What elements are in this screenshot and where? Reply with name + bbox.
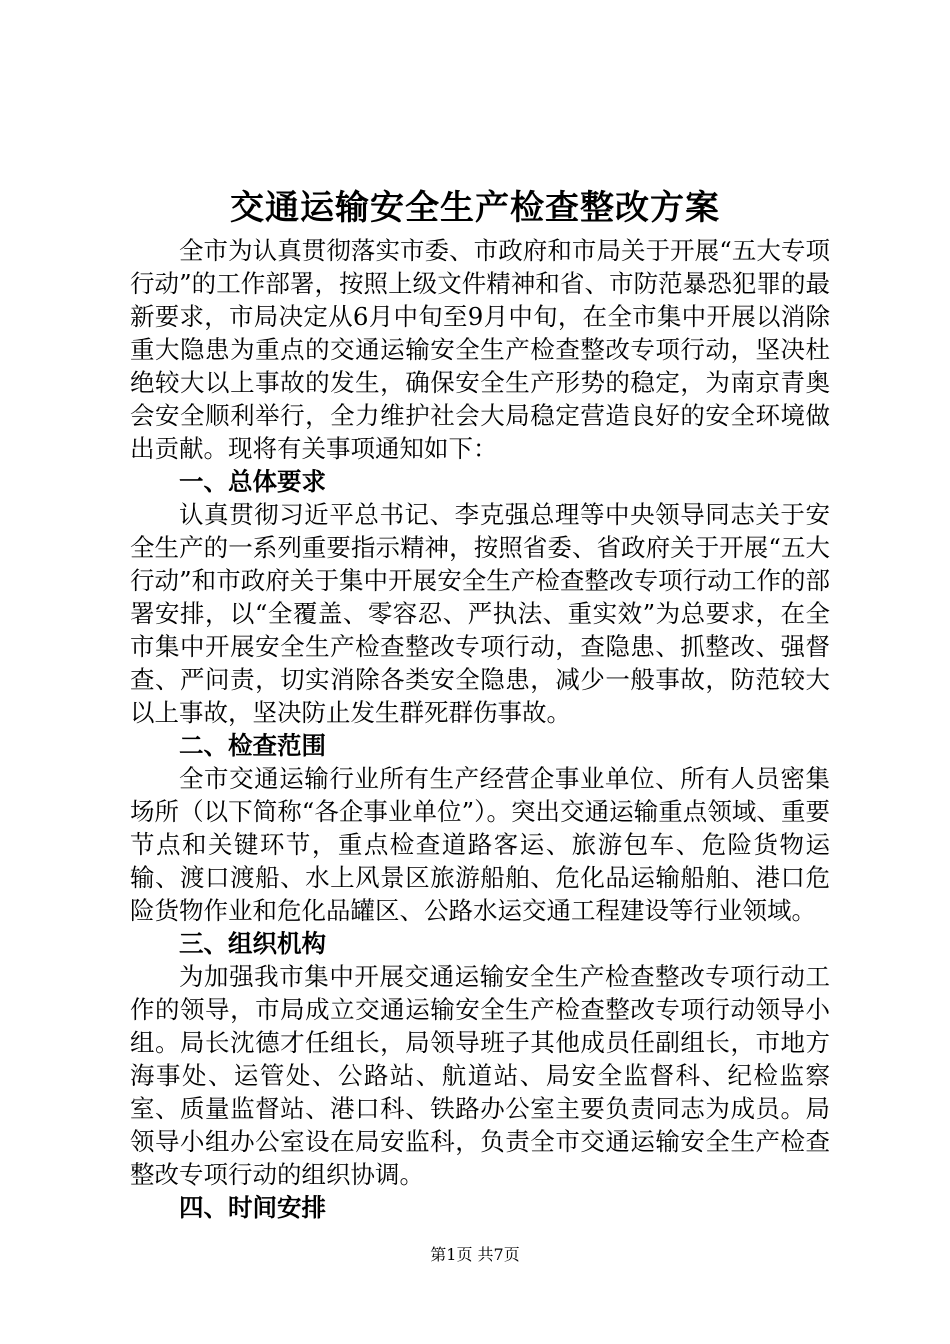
page-footer: 第1页 共7页 xyxy=(430,1245,520,1264)
section-heading-general-requirements: 一、总体要求 xyxy=(179,467,326,496)
section-paragraph-general-requirements: 认真贯彻习近平总书记、李克强总理等中央领导同志关于安全生产的一系列重要指示精神，按照省委、省政府关于开展“五大行动”和市政府关于集中开展安全生产检查整改专项行动工作的部署安排，以“全覆盖、零容忍、严执法、重实效”为总要求，在全市集中开展安全生产检查整改专项行动，查隐患、抓整改、强督查、严问责，切实消除各类安全隐患，减少一般事故，防范较大以上事故，坚决防止发生群死群伤事故。 xyxy=(130,500,830,727)
document-title: 交通运输安全生产检查整改方案 xyxy=(230,188,720,228)
section-heading-organization: 三、组织机构 xyxy=(179,929,326,958)
section-paragraph-inspection-scope: 全市交通运输行业所有生产经营企事业单位、所有人员密集场所（以下简称“各企事业单位”）。突出交通运输重点领域、重要节点和关键环节，重点检查道路客运、旅游包车、危险货物运输、渡口渡船、水上风景区旅游船舶、危化品运输船舶、港口危险货物作业和危化品罐区、公路水运交通工程建设等行业领域。 xyxy=(130,764,830,925)
document-body xyxy=(130,234,830,1224)
section-heading-schedule: 四、时间安排 xyxy=(179,1193,326,1222)
section-heading-inspection-scope: 二、检查范围 xyxy=(179,731,326,760)
intro-paragraph: 全市为认真贯彻落实市委、市政府和市局关于开展“五大专项行动”的工作部署，按照上级文件精神和省、市防范暴恐犯罪的最新要求，市局决定从6月中旬至9月中旬，在全市集中开展以消除重大隐患为重点的交通运输安全生产检查整改专项行动，坚决杜绝较大以上事故的发生，确保安全生产形势的稳定，为南京青奥会安全顺利举行，全力维护社会大局稳定营造良好的安全环境做出贡献。现将有关事项通知如下： xyxy=(130,236,830,463)
section-paragraph-organization: 为加强我市集中开展交通运输安全生产检查整改专项行动工作的领导，市局成立交通运输安全生产检查整改专项行动领导小组。局长沈德才任组长，局领导班子其他成员任副组长，市地方海事处、运管处、公路站、航道站、局安全监督科、纪检监察室、质量监督站、港口科、铁路办公室主要负责同志为成员。局领导小组办公室设在局安监科，负责全市交通运输安全生产检查整改专项行动的组织协调。 xyxy=(130,962,830,1189)
